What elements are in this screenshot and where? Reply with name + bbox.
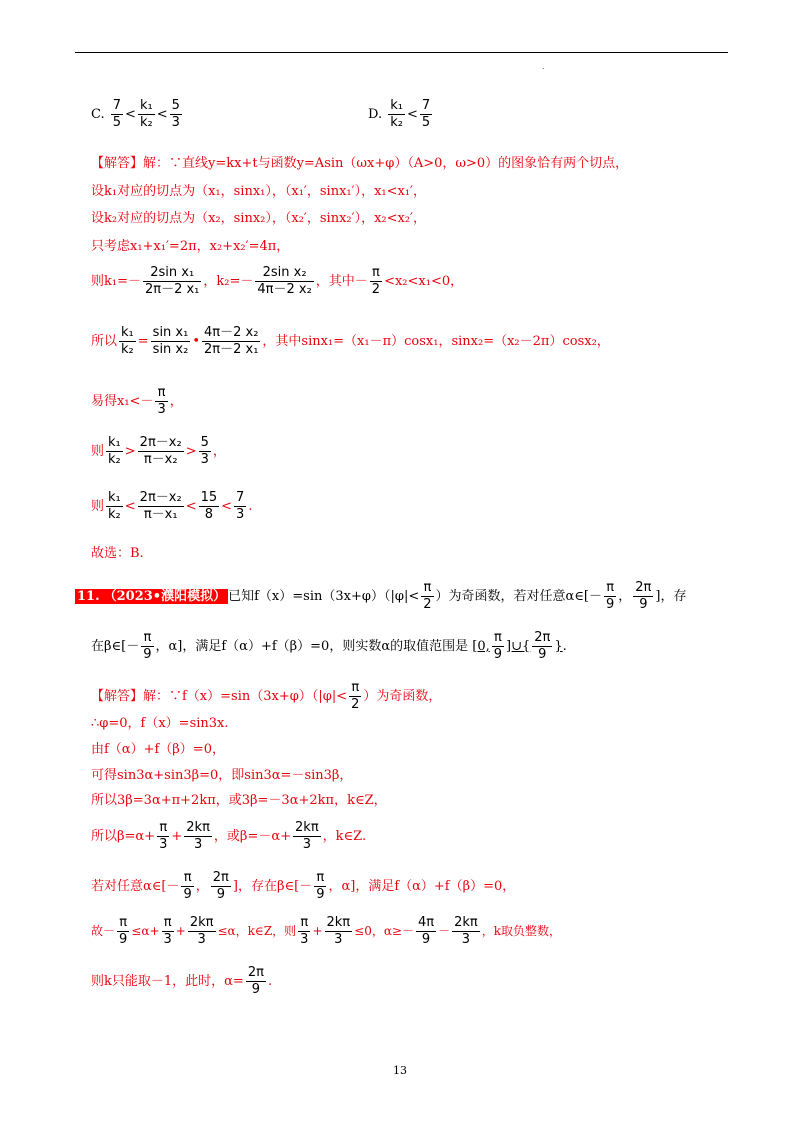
frac: $\frac{\pi}{2}$ bbox=[371, 265, 381, 297]
frac: $\frac{\pi}{2}$ bbox=[351, 680, 360, 712]
frac: $\frac{2k\pi}{3}$ bbox=[186, 820, 210, 852]
frac: $\frac{2\pi}{9}$ bbox=[635, 580, 652, 612]
frac: $\frac{\pi}{3}$ bbox=[159, 820, 168, 852]
sol10-line2: 设k₁对应的切点为（x₁，sinx₁），（x₁′，sinx₁′），x₁<x₁′， bbox=[91, 184, 426, 199]
page-number: 13 bbox=[393, 1064, 407, 1077]
header-dot: . bbox=[542, 62, 545, 71]
frac: $\frac{\text{k₁}}{\text{k₂}}$ bbox=[108, 435, 121, 467]
frac: $\frac{\pi}{3}$ bbox=[163, 915, 172, 947]
frac: $\frac{7}{3}$ bbox=[236, 490, 245, 522]
sol11-line6: 所以β=α+ $\frac{\pi}{3}$ + $\frac{2k\pi}{3}$ ，或β=－α+ $\frac{2k\pi}{3}$ ，k∈Z. bbox=[91, 820, 367, 852]
frac: $\frac{2k\pi}{3}$ bbox=[326, 915, 351, 947]
frac: $\frac{\pi}{9}$ bbox=[605, 580, 615, 612]
answer-blank: [0, $\frac{\pi}{9}$ ]∪{ $\frac{2\pi}{9}$ } bbox=[472, 630, 563, 662]
frac: $\frac{\text{k₁}}{\text{k₂}}$ bbox=[390, 98, 403, 130]
sol11-line5: 所以3β=3α+π+2kπ，或3β=－3α+2kπ，k∈Z， bbox=[91, 793, 387, 808]
frac: $\frac{\text{2sin x₁}}{\text{2π－2 x₁}}$ bbox=[144, 265, 200, 297]
option-c: C. $\frac{7}{5}$ < $\frac{\text{k₁}}{\text{k₂}}$ < $\frac{5}{3}$ bbox=[91, 98, 180, 130]
frac: $\frac{\text{2π－x₂}}{\text{π－x₁}}$ bbox=[139, 490, 182, 522]
frac: $\frac{7}{5}$ bbox=[421, 98, 431, 130]
frac: $\frac{\pi}{3}$ bbox=[300, 915, 309, 947]
frac: $\frac{\text{4π－2 x₂}}{\text{2π－2 x₁}}$ bbox=[204, 325, 259, 357]
frac: $\frac{\text{k₁}}{\text{k₂}}$ bbox=[139, 98, 153, 130]
sol10-line7: 易得x₁<－ $\frac{\pi}{3}$ ， bbox=[91, 385, 183, 417]
frac: $\frac{\text{k₁}}{\text{k₂}}$ bbox=[121, 325, 134, 357]
frac: $\frac{5}{3}$ bbox=[171, 98, 180, 130]
sol10-line5: 则k₁=－ $\frac{\text{2sin x₁}}{\text{2π－2 x₁}}$ ，k₂=－ $\frac{\text{2sin x₂}}{\text{4π－2 x₂}}$ ，其中－ $\frac{\pi}{2}$ <x₂<x₁<0， bbox=[91, 265, 464, 297]
sol11-line1: 【解答】解：∵f（x）=sin（3x+φ）（|φ|< $\frac{\pi}{2}$ ）为奇函数， bbox=[91, 680, 442, 712]
frac: $\frac{\pi}{3}$ bbox=[157, 385, 166, 417]
frac: $\frac{\pi}{9}$ bbox=[316, 870, 325, 902]
frac: $\frac{4\pi}{9}$ bbox=[418, 915, 435, 947]
sol10-line3: 设k₂对应的切点为（x₂，sinx₂），（x₂′，sinx₂′），x₂<x₂′， bbox=[91, 211, 426, 226]
option-d: D. $\frac{\text{k₁}}{\text{k₂}}$ < $\frac{7}{5}$ bbox=[368, 98, 431, 130]
frac: $\frac{\text{2π－x₂}}{\text{π－x₂}}$ bbox=[139, 435, 182, 467]
sol11-line8: 故－ $\frac{\pi}{9}$ ≤α+ $\frac{\pi}{3}$ + $\frac{2k\pi}{3}$ ≤α，k∈Z，则 $\frac{\pi}{3}$ + $\frac{2k\pi}{3}$ ≤0，α≥－ $\frac{4\pi}{9}$ － $\frac{2k\pi}{3}$ ，k取负整数， bbox=[91, 915, 562, 947]
q11-line2: 在β∈[－ $\frac{\pi}{9}$ ，α]，满足f（α）+f（β）=0，则实数α的取值范围是 [0, $\frac{\pi}{9}$ ]∪{ $\frac{2\pi}{9}$ }. bbox=[91, 630, 567, 662]
sol10-line9: 则 $\frac{\text{k₁}}{\text{k₂}}$ < $\frac{\text{2π－x₂}}{\text{π－x₁}}$ < $\frac{15}{8}$ < $\frac{7}{3}$ . bbox=[91, 490, 253, 522]
frac: $\frac{2k\pi}{3}$ bbox=[295, 820, 319, 852]
sol10-line1: 【解答】解：∵直线y=kx+t与函数y=Asin（ωx+φ）（A>0，ω>0）的图象恰有两个切点， bbox=[91, 156, 629, 171]
sol11-line4: 可得sin3α+sin3β=0，即sin3α=－sin3β， bbox=[91, 768, 353, 783]
sol11-line9: 则k只能取－1，此时，α= $\frac{2\pi}{9}$ . bbox=[91, 965, 273, 997]
sol10-line6: 所以 $\frac{\text{k₁}}{\text{k₂}}$ = $\frac{\text{sin x₁}}{\text{sin x₂}}$ • $\frac{\text{4π－2 x₂}}{\text{2π－2 x₁}}$ ，其中sinx₁=（x₁－π）cosx₁，sinx₂=（x₂－2π）cosx₂， bbox=[91, 325, 610, 357]
sol10-line4: 只考虑x₁+x₁′=2π，x₂+x₂′=4π， bbox=[91, 239, 290, 254]
q11-number: 11. bbox=[77, 589, 100, 604]
frac: $\frac{\text{sin x₁}}{\text{sin x₂}}$ bbox=[152, 325, 189, 357]
sol10-line8: 则 $\frac{\text{k₁}}{\text{k₂}}$ > $\frac{\text{2π－x₂}}{\text{π－x₂}}$ > $\frac{5}{3}$ ， bbox=[91, 435, 226, 467]
frac: $\frac{2k\pi}{3}$ bbox=[454, 915, 478, 947]
frac: $\frac{2\pi}{9}$ bbox=[212, 870, 229, 902]
header-rule bbox=[75, 52, 728, 53]
option-c-label: C. bbox=[91, 107, 105, 122]
frac: $\frac{5}{3}$ bbox=[200, 435, 209, 467]
frac: $\frac{\pi}{9}$ bbox=[119, 915, 128, 947]
frac: $\frac{2\pi}{9}$ bbox=[247, 965, 264, 997]
frac: $\frac{15}{8}$ bbox=[200, 490, 218, 522]
option-d-label: D. bbox=[368, 107, 383, 122]
frac: $\frac{7}{5}$ bbox=[112, 98, 122, 130]
q11-line1: 11. （2023•濮阳模拟） 已知f（x）=sin（3x+φ）（|φ|< $\frac{\pi}{2}$ ）为奇函数，若对任意α∈[－ $\frac{\pi}{9}$ ， $\frac{2\pi}{9}$ ]，存 bbox=[77, 580, 687, 612]
frac: $\frac{\pi}{9}$ bbox=[143, 630, 152, 662]
sol11-line3: 由f（α）+f（β）=0， bbox=[91, 742, 225, 757]
sol11-line2: ∴φ=0，f（x）=sin3x. bbox=[91, 716, 229, 731]
q11-source-tag: （2023•濮阳模拟） bbox=[103, 589, 227, 604]
frac: $\frac{\pi}{9}$ bbox=[183, 870, 192, 902]
frac: $\frac{\text{2sin x₂}}{\text{4π－2 x₂}}$ bbox=[257, 265, 312, 297]
frac: $\frac{\pi}{2}$ bbox=[423, 580, 432, 612]
sol10-line10: 故选：B. bbox=[91, 546, 144, 561]
frac: $\frac{2k\pi}{3}$ bbox=[189, 915, 214, 947]
frac: $\frac{\pi}{9}$ bbox=[493, 630, 503, 662]
sol11-line7: 若对任意α∈[－ $\frac{\pi}{9}$ ， $\frac{2\pi}{9}$ ]，存在β∈[－ $\frac{\pi}{9}$ ，α]，满足f（α）+f（β）=0， bbox=[91, 870, 516, 902]
frac: $\frac{2\pi}{9}$ bbox=[534, 630, 551, 662]
frac: $\frac{\text{k₁}}{\text{k₂}}$ bbox=[108, 490, 121, 522]
